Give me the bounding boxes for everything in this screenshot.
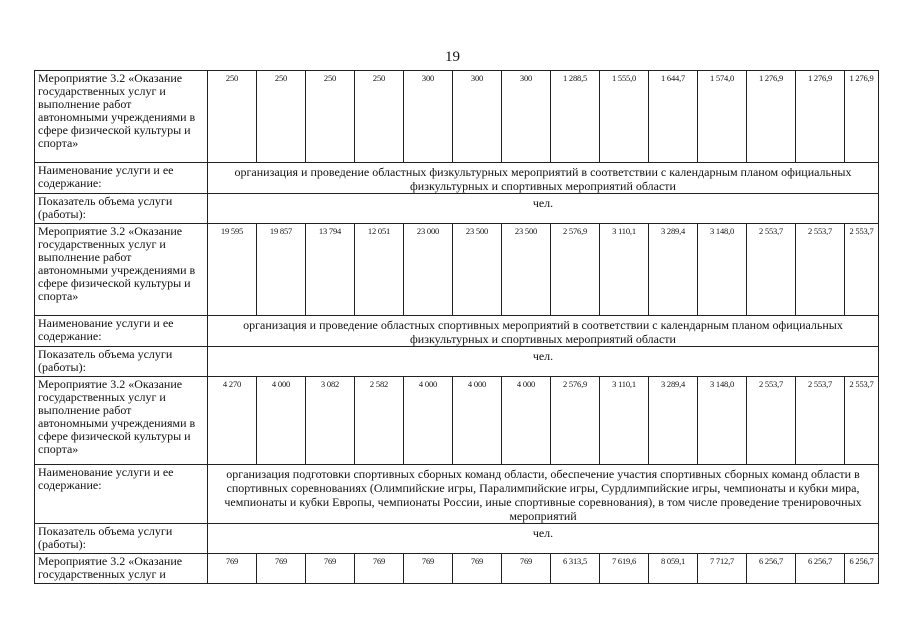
- value-cell: 2 553,7: [796, 224, 845, 316]
- table-row: [35, 554, 879, 584]
- value-cell: 7 619,6: [600, 554, 649, 584]
- table-row: [35, 377, 879, 465]
- service-description: организация и проведение областных спортивных мероприятий в соответствии с календарным планом официальных физкультурных и спортивных мероприятий области: [208, 316, 879, 347]
- value-cell: 3 148,0: [698, 377, 747, 465]
- service-label: Наименование услуги и ее содержание:: [35, 163, 208, 194]
- value-cell: 3 289,4: [649, 224, 698, 316]
- value-cell: 2 553,7: [845, 224, 879, 316]
- indicator-label: Показатель объема услуги (работы):: [35, 347, 208, 377]
- value-cell: 2 576,9: [551, 224, 600, 316]
- value-cell: 19 595: [208, 224, 257, 316]
- value-cell: 2 553,7: [845, 377, 879, 465]
- value-cell: 4 000: [453, 377, 502, 465]
- value-cell: 6 256,7: [845, 554, 879, 584]
- value-cell: 769: [453, 554, 502, 584]
- indicator-label: Показатель объема услуги (работы):: [35, 194, 208, 224]
- table-row: [35, 524, 879, 554]
- activity-name: Мероприятие 3.2 «Оказание государственных услуг и выполнение работ автономными учреждениями в сфере физической культуры и спорта»: [35, 71, 208, 163]
- value-cell: 1 574,0: [698, 71, 747, 163]
- indicator-unit: чел.: [208, 347, 879, 377]
- value-cell: 2 582: [355, 377, 404, 465]
- value-cell: 4 000: [502, 377, 551, 465]
- value-cell: 12 051: [355, 224, 404, 316]
- service-label: Наименование услуги и ее содержание:: [35, 465, 208, 524]
- service-description: организация подготовки спортивных сборных команд области, обеспечение участия спортивных сборных команд области в спортивных соревнованиях (Олимпийские игры, Паралимпийские игры, Сурдлимпийские игры, чемпионаты и кубки мира, чемпионаты и кубки Европы, чемпионаты России, иные спортивные соревнования), в том числе проведение тренировочных мероприятий: [208, 465, 879, 524]
- value-cell: 3 110,1: [600, 224, 649, 316]
- value-cell: 2 553,7: [747, 224, 796, 316]
- table-row: [35, 194, 879, 224]
- value-cell: 769: [208, 554, 257, 584]
- table-row: [35, 316, 879, 347]
- value-cell: 2 553,7: [747, 377, 796, 465]
- value-cell: 1 276,9: [845, 71, 879, 163]
- value-cell: 769: [502, 554, 551, 584]
- value-cell: 4 000: [404, 377, 453, 465]
- indicator-unit: чел.: [208, 524, 879, 554]
- value-cell: 769: [404, 554, 453, 584]
- value-cell: 3 148,0: [698, 224, 747, 316]
- value-cell: 4 270: [208, 377, 257, 465]
- value-cell: 769: [306, 554, 355, 584]
- value-cell: 23 500: [502, 224, 551, 316]
- value-cell: 300: [502, 71, 551, 163]
- table-row: [35, 224, 879, 316]
- value-cell: 13 794: [306, 224, 355, 316]
- activity-name: Мероприятие 3.2 «Оказание государственных услуг и: [35, 554, 208, 584]
- service-label: Наименование услуги и ее содержание:: [35, 316, 208, 347]
- activity-name: Мероприятие 3.2 «Оказание государственных услуг и выполнение работ автономными учреждениями в сфере физической культуры и спорта»: [35, 224, 208, 316]
- value-cell: 3 082: [306, 377, 355, 465]
- value-cell: 300: [404, 71, 453, 163]
- service-description: организация и проведение областных физкультурных мероприятий в соответствии с календарным планом официальных физкультурных и спортивных мероприятий области: [208, 163, 879, 194]
- value-cell: 250: [355, 71, 404, 163]
- table-row: [35, 71, 879, 163]
- value-cell: 6 256,7: [796, 554, 845, 584]
- value-cell: 6 313,5: [551, 554, 600, 584]
- indicator-label: Показатель объема услуги (работы):: [35, 524, 208, 554]
- value-cell: 1 276,9: [747, 71, 796, 163]
- indicator-unit: чел.: [208, 194, 879, 224]
- value-cell: 769: [355, 554, 404, 584]
- page-number: 19: [445, 49, 460, 65]
- value-cell: 769: [257, 554, 306, 584]
- value-cell: 300: [453, 71, 502, 163]
- value-cell: 1 276,9: [796, 71, 845, 163]
- value-cell: 1 644,7: [649, 71, 698, 163]
- value-cell: 250: [257, 71, 306, 163]
- value-cell: 3 110,1: [600, 377, 649, 465]
- value-cell: 2 553,7: [796, 377, 845, 465]
- value-cell: 250: [306, 71, 355, 163]
- value-cell: 250: [208, 71, 257, 163]
- value-cell: 2 576,9: [551, 377, 600, 465]
- activity-name: Мероприятие 3.2 «Оказание государственных услуг и выполнение работ автономными учреждениями в сфере физической культуры и спорта»: [35, 377, 208, 465]
- value-cell: 3 289,4: [649, 377, 698, 465]
- table-row: [35, 465, 879, 524]
- value-cell: 1 555,0: [600, 71, 649, 163]
- value-cell: 4 000: [257, 377, 306, 465]
- value-cell: 23 000: [404, 224, 453, 316]
- value-cell: 7 712,7: [698, 554, 747, 584]
- table-row: [35, 347, 879, 377]
- table-row: [35, 163, 879, 194]
- value-cell: 19 857: [257, 224, 306, 316]
- value-cell: 6 256,7: [747, 554, 796, 584]
- value-cell: 23 500: [453, 224, 502, 316]
- program-table: [34, 70, 879, 584]
- value-cell: 8 059,1: [649, 554, 698, 584]
- value-cell: 1 288,5: [551, 71, 600, 163]
